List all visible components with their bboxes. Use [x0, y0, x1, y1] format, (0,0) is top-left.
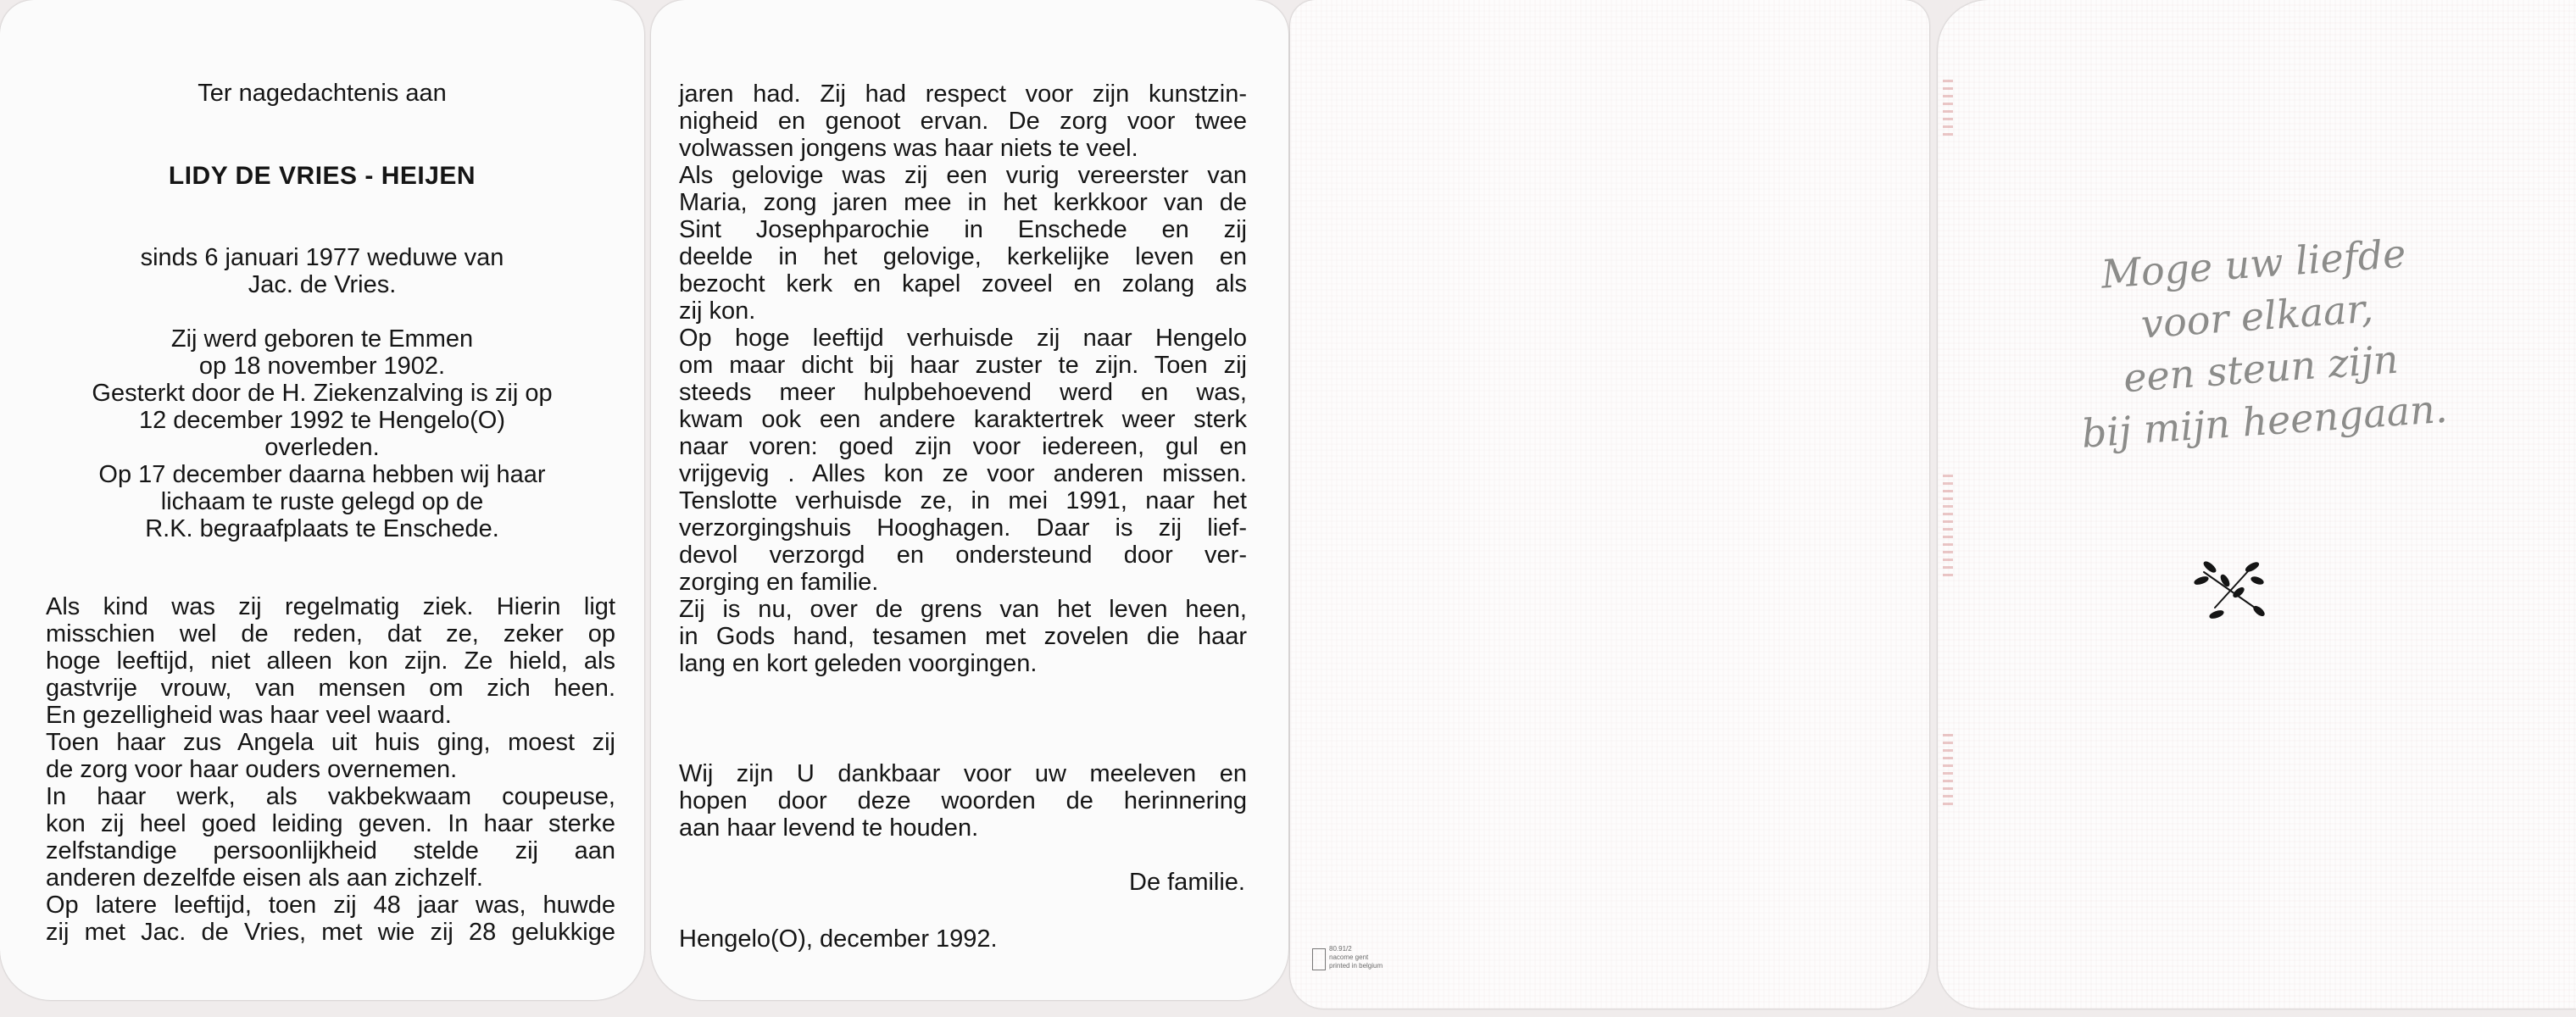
text-line: Gesterkt door de H. Ziekenzalving is zij op — [92, 380, 553, 407]
text-line: Tenslotte verhuisde ze, in mei 1991, naar het — [679, 487, 1247, 514]
handwritten-verse — [2032, 222, 2486, 463]
text-line: aan haar levend te houden. — [679, 814, 979, 842]
card-back-page — [1290, 0, 1929, 1009]
text-line: anderen dezelfde eisen als aan zichzelf. — [46, 864, 483, 892]
text-line: zij kon. — [679, 297, 756, 325]
verse-line: voor elkaar, — [2139, 285, 2375, 347]
widow-block — [0, 244, 644, 298]
text-line: misschien wel de reden, dat ze, zeker op — [46, 620, 615, 647]
printer-line: 80.91/2 — [1329, 945, 1352, 953]
edge-stain — [1943, 729, 1953, 805]
text-line: En gezelligheid was haar veel waard. — [46, 702, 452, 729]
card-cover-page — [1938, 0, 2576, 1009]
date-place: Hengelo(O), december 1992. — [679, 925, 998, 953]
printer-mark — [1312, 945, 1431, 979]
text-line: naar voren: goed zijn voor iedereen, gul en — [679, 433, 1247, 460]
text-line: lichaam te ruste gelegd op de — [160, 488, 484, 515]
text-line: Op hoge leeftijd verhuisde zij naar Hengelo — [679, 325, 1247, 352]
text-line: verzorgingshuis Hooghagen. Daar is zij lief- — [679, 514, 1247, 542]
text-line: vrijgevig . Alles kon ze voor anderen missen. — [679, 460, 1247, 487]
text-line: gastvrije vrouw, van mensen om zich heen. — [46, 675, 615, 702]
text-line: 12 december 1992 te Hengelo(O) — [138, 407, 506, 434]
text-line: Zij werd geboren te Emmen — [170, 325, 474, 353]
printer-text — [1329, 945, 1383, 970]
deceased-name: LIDY DE VRIES - HEIJEN — [168, 162, 476, 190]
edge-stain — [1943, 76, 1953, 136]
widow-line: Jac. de Vries. — [248, 271, 397, 298]
text-line: steeds meer hulpbehoevend werd en was, — [679, 379, 1247, 406]
text-line: kwam ook een andere karaktertrek weer sterk — [679, 406, 1247, 433]
text-line: lang en kort geleden voorgingen. — [679, 650, 1038, 677]
text-line: zorging en familie. — [679, 569, 879, 596]
text-line: R.K. begraafplaats te Enschede. — [145, 515, 499, 542]
verse-line: bij mijn heengaan. — [2080, 385, 2449, 457]
text-line: bezocht kerk en kapel zoveel en zolang als — [679, 270, 1247, 297]
thanks-block — [679, 760, 1247, 842]
text-line: Toen haar zus Angela uit huis ging, moest zij — [46, 729, 615, 756]
text-line: Wij zijn U dankbaar voor uw meeleven en — [679, 760, 1247, 787]
text-line: volwassen jongens was haar niets te veel. — [679, 135, 1138, 162]
verse-line: een steun zijn — [2122, 336, 2401, 402]
text-line: deelde in het gelovige, kerkelijke leven en — [679, 243, 1247, 270]
edge-stain — [1943, 475, 1953, 576]
printer-logo-icon — [1312, 948, 1326, 970]
text-line: in Gods hand, tesamen met zovelen die haar — [679, 623, 1247, 650]
text-line: zij met Jac. de Vries, met wie zij 28 gelukkige — [46, 919, 615, 946]
birth-death-block — [0, 325, 644, 542]
family-signature: De familie. — [1129, 869, 1245, 896]
text-line: Sint Josephparochie in Enschede en zij — [679, 216, 1247, 243]
text-line: Zij is nu, over de grens van het leven heen, — [679, 596, 1247, 623]
text-line: nigheid en genoot ervan. De zorg voor twee — [679, 108, 1247, 135]
text-line: jaren had. Zij had respect voor zijn kunstzin- — [679, 81, 1247, 108]
text-line: hoge leeftijd, niet alleen kon zijn. Ze hield, als — [46, 647, 615, 675]
life-story-part-1 — [46, 593, 615, 946]
text-line: Op 17 december daarna hebben wij haar — [98, 461, 546, 488]
text-line: hopen door deze woorden de herinnering — [679, 787, 1247, 814]
memory-heading: Ter nagedachtenis aan — [198, 80, 447, 107]
text-line: In haar werk, als vakbekwaam coupeuse, — [46, 783, 615, 810]
text-line: overleden. — [264, 434, 380, 461]
leaf-sprig-icon — [2191, 555, 2267, 623]
text-line: Maria, zong jaren mee in het kerkkoor van de — [679, 189, 1247, 216]
text-line: Op latere leeftijd, toen zij 48 jaar was, huwde — [46, 892, 615, 919]
verse-line: Moge uw liefde — [2100, 230, 2407, 297]
text-line: Als gelovige was zij een vurig vereerster van — [679, 162, 1247, 189]
text-line: Als kind was zij regelmatig ziek. Hierin ligt — [46, 593, 615, 620]
widow-line: sinds 6 januari 1977 weduwe van — [140, 244, 504, 271]
text-line: devol verzorgd en ondersteund door ver- — [679, 542, 1247, 569]
text-line: zelfstandige persoonlijkheid stelde zij aan — [46, 837, 615, 864]
text-line: kon zij heel goed leiding geven. In haar sterke — [46, 810, 615, 837]
printer-line: nacome gent — [1329, 953, 1369, 961]
text-line: de zorg voor haar ouders overnemen. — [46, 756, 458, 783]
text-line: op 18 november 1902. — [198, 353, 446, 380]
life-story-part-2 — [679, 81, 1247, 677]
text-line: om maar dicht bij haar zuster te zijn. Toen zij — [679, 352, 1247, 379]
printer-line: printed in belgium — [1329, 962, 1383, 970]
